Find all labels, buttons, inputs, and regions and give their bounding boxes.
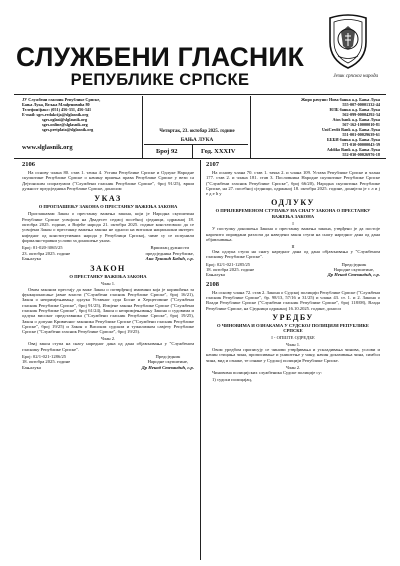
masthead-subtitle: РЕПУБЛИКЕ СРПСКЕ <box>70 71 250 89</box>
header-bottom-rule <box>14 158 386 159</box>
uredba-article-2: Члан 2. <box>285 364 301 370</box>
bank-line: UniCredit Bank а.д. Бања Лука <box>322 127 380 132</box>
zakon-article-1: Члан 1. <box>100 281 116 287</box>
odluka-signer-role: Предсједник <box>341 261 367 267</box>
preamble-2106: На основу члана 80. став 1. тачка 4. Устава Републике Српске и Одлуке Народне скупштине Републике Српске о начину вршења права Републике Српске у вези са Дејтонским споразумом ("Службени гласник Републике Српске", број 91/25), врши дужност предсједника Републике Српске, доносим <box>22 170 194 191</box>
uredba-article-2-body: Чиновима полицијских службеника Судске полиције су: <box>212 369 322 375</box>
bank-accounts <box>252 97 380 157</box>
bank-line: Addiko Bank а.д. Бања Лука <box>326 147 380 152</box>
bank-line: 571-010-00000043-39 <box>342 142 380 147</box>
ukaz-signer-role: предсједника Републике, <box>145 250 194 256</box>
zakon-article-2-body: Овај закон ступа на снагу наредног дана од дана објављивања у "Службеном гласнику Републике Српске". <box>22 341 194 352</box>
odluka-section-I: I <box>292 221 294 227</box>
publisher-email[interactable]: sgrs.oglasi@slglasnik.org <box>42 117 88 122</box>
odluka-signer-name: Др Ненад Стевандић, с.р. <box>327 272 380 278</box>
ukaz-city: Бањалука <box>22 255 41 261</box>
uredba-section-heading: I - ОПШТЕ ОДРЕДБЕ <box>271 335 315 341</box>
odluka-city: Бањалука <box>206 272 225 278</box>
uredba-subtitle: О ЧИНОВИМА И ОЗНАКАМА У СУДСКОЈ ПОЛИЦИЈИ РЕПУБЛИКЕ СРПСКЕ <box>217 322 369 334</box>
uredba-list-item: 1) судски полицајац, <box>212 376 253 382</box>
zakon-signer-role: Предсједник <box>155 353 181 359</box>
right-column <box>206 161 380 559</box>
ukaz-subtitle: О ПРОГЛАШЕЊУ ЗАКОНА О ПРЕСТАНКУ ВАЖЕЊА ЗАКОНА <box>38 204 178 210</box>
zakon-signer-role: Народне скупштине, <box>147 359 189 365</box>
ukaz-signer-name: Ана Тришић Бабић, с.р. <box>145 255 194 261</box>
odluka-signature-block <box>206 262 380 278</box>
publisher-email[interactable]: sgrs.pretplata@slglasnik.org <box>42 127 94 132</box>
ukaz-signer-role: Вршилац дужности <box>150 245 189 251</box>
zakon-article-1-body: Овим законом престају да важе Закон о потврђеној имовини која је коришћена за функционисање јавне власти ("Службени гласник Републике Српске", број 16/21), Закон о непримјењивању одлука Уставног суда Босне и Херцеговине ("Службени гласник Републике Српске", број 91/25), Измјене закона Републике Српске ("Службени гласник Републике Српске", број 61/24), Закон о непримјењивању Закона о судовима и одлука високог представника ("Службени гласник Републике Српске", број 19/25), Закон о допуни Кривичног законика Републике Српске ("Службени гласник Републике Српске", број 19/25) и Закон о Високом судском и тужилачком савјету Републике Српске ("Службени гласник Републике Српске", број 19/25). <box>22 286 194 335</box>
zakon-date: 18. октобра 2025. године <box>22 359 71 365</box>
bank-line: 562-099-00004292-34 <box>342 112 380 117</box>
ukaz-date: 23. октобра 2025. године <box>22 250 71 256</box>
zakon-article-2: Члан 2. <box>100 336 116 342</box>
bank-line: 555-007-00001332-44 <box>342 102 380 107</box>
odluka-signer-role: Народне скупштине, <box>333 267 375 273</box>
bank-line: 552-030-00026976-18 <box>342 152 380 157</box>
left-column <box>22 161 194 559</box>
zakon-city: Бањалука <box>22 364 41 370</box>
odluka-date: 18. октобра 2025. године <box>206 267 255 273</box>
bank-line: Жиро рачуни: Нова банка а.д. Бања Лука <box>301 97 380 102</box>
uredba-article-1-body: Овом уредбом прописују се чинови утврђивања и ускладивања чинова, услови и начин стицања чина, прописивање и уништење у чину, начин доказивања чина, симбол чина, вид и ознаке, те ознаке у Судској полицији Републике Српске. <box>206 347 380 363</box>
odluka-number: Број: 02/1-021-1285/25 <box>206 261 251 267</box>
emblem-icon <box>326 12 370 70</box>
publisher-email[interactable]: sgrs.online@slglasnik.org <box>42 122 88 127</box>
act-number-2107: 2107 <box>206 161 219 168</box>
publisher-email[interactable]: E-mail: sgrs.redakcija@slglasnik.org <box>22 112 89 117</box>
zakon-subtitle: О ПРЕСТАНКУ ВАЖЕЊА ЗАКОНА <box>69 274 147 280</box>
zakon-number: Број: 02/1-021-1286/25 <box>22 353 67 359</box>
header-divider-left <box>142 96 143 158</box>
odluka-title: ОДЛУКУ <box>271 198 315 208</box>
header-divider-right <box>250 96 251 158</box>
act-number-2108: 2108 <box>206 280 219 288</box>
odluka-section-I-body: У поступку доношења Закона о престанку важења закона, утврђено је да постоје нарочито оправдани разлози да наведени закон ступи на снагу наредног дана од дана објављивања. <box>206 226 380 242</box>
bank-line: 551-001-00029639-61 <box>342 132 380 137</box>
zakon-signer-name: Др Ненад Стевандић, с.р. <box>141 364 194 370</box>
preamble-2107: На основу члана 70. став 1. тачка 2. и члана 109. Устава Републике Српске и члана 177. став 2. и члана 181. став 3. Пословника Народне скупштине Републике Српске ("Службени гласник Републике Српске", број 66/20), Народна скупштина Републике Српске, на 27. посебној сједници, одржаној 18. октобра 2025. године, донијела је с л и ј е д е ћ у <box>206 170 380 197</box>
issue-number: Број 92 <box>156 148 178 155</box>
masthead-rule <box>14 94 386 95</box>
ukaz-body: Проглашавам Закон о престанку важења закона, који је Народна скупштина Републике Српске усвојила на Двадесет седмој посебној сједници, одржаној 18. октобра 2025. године, а Вијеће народа 21. октобра 2025. године констатовало да се усвојени Закон о престанку важења закона не односи на витални национални интерес ниједног од конститутивних народа у Републици Српској, чиме су се испунили формално-правни услови за доношење указа. <box>22 211 194 243</box>
ukaz-title: УКАЗ <box>94 194 122 204</box>
issue-inner-divider <box>192 145 193 158</box>
uredba-title: УРЕДБУ <box>272 312 314 322</box>
issue-city: БАЊА ЛУКА <box>180 137 214 143</box>
publisher-line: Бања Лука, Вељка Млађеновића 80 <box>22 102 90 107</box>
coat-of-arms-logo <box>326 12 370 70</box>
bank-line: НЛБ банка а.д. Бања Лука <box>329 107 380 112</box>
publisher-info <box>22 97 138 132</box>
issue-rule <box>144 144 248 145</box>
bank-line: БББИ банка а.д. Бања Лука <box>327 137 380 142</box>
language-note: Језик српског народа <box>333 74 378 79</box>
issue-year: Год. XXXIV <box>201 148 236 155</box>
odluka-section-II-body: Ова одлука ступа на снагу наредног дана од дана објављивања у "Службеном гласнику Републике Српске". <box>206 249 380 260</box>
uredba-article-1: Члан 1. <box>285 341 301 347</box>
publisher-line: ЈУ Службени гласник Републике Српске, <box>22 97 101 102</box>
masthead-title: СЛУЖБЕНИ ГЛАСНИК <box>16 42 304 72</box>
column-divider <box>200 160 201 560</box>
act-number-2106: 2106 <box>22 161 35 168</box>
odluka-subtitle: О ПРИЈЕВРЕМЕНОМ СТУПАЊУ НА СНАГУ ЗАКОНА О ПРЕСТАНКУ ВАЖЕЊА ЗАКОНА <box>215 208 371 219</box>
ukaz-number: Број: 01-020-3065/25 <box>22 245 63 251</box>
preamble-2108: На основу члана 72. став 2. Закона о Судској полицији Републике Српске ("Службени гласник Републике Српске", бр. 98/13, 57/16 и 31/25) и члана 43. ст. 1. и 2. Закона о Влади Републике Српске ("Службени гласник Републике Српске", број 118/08), Влада Републике Српске, на Сједници одржаној 16.10.2025. године, доноси <box>206 289 380 311</box>
publisher-website[interactable]: www.slglasnik.org <box>22 144 73 151</box>
publisher-line: Телефон/факс: (051) 456-331, 456-341 <box>22 107 92 112</box>
ukaz-signature-block <box>22 245 194 261</box>
bank-line: Atos bank а.д. Бања Лука <box>332 117 380 122</box>
issue-date: Четвртак, 23. октобар 2025. године <box>159 129 235 134</box>
bank-line: 567-162-10000010-81 <box>342 122 380 127</box>
zakon-title: ЗАКОН <box>90 264 126 274</box>
zakon-signature-block <box>22 354 194 370</box>
odluka-section-II: II <box>291 243 295 249</box>
